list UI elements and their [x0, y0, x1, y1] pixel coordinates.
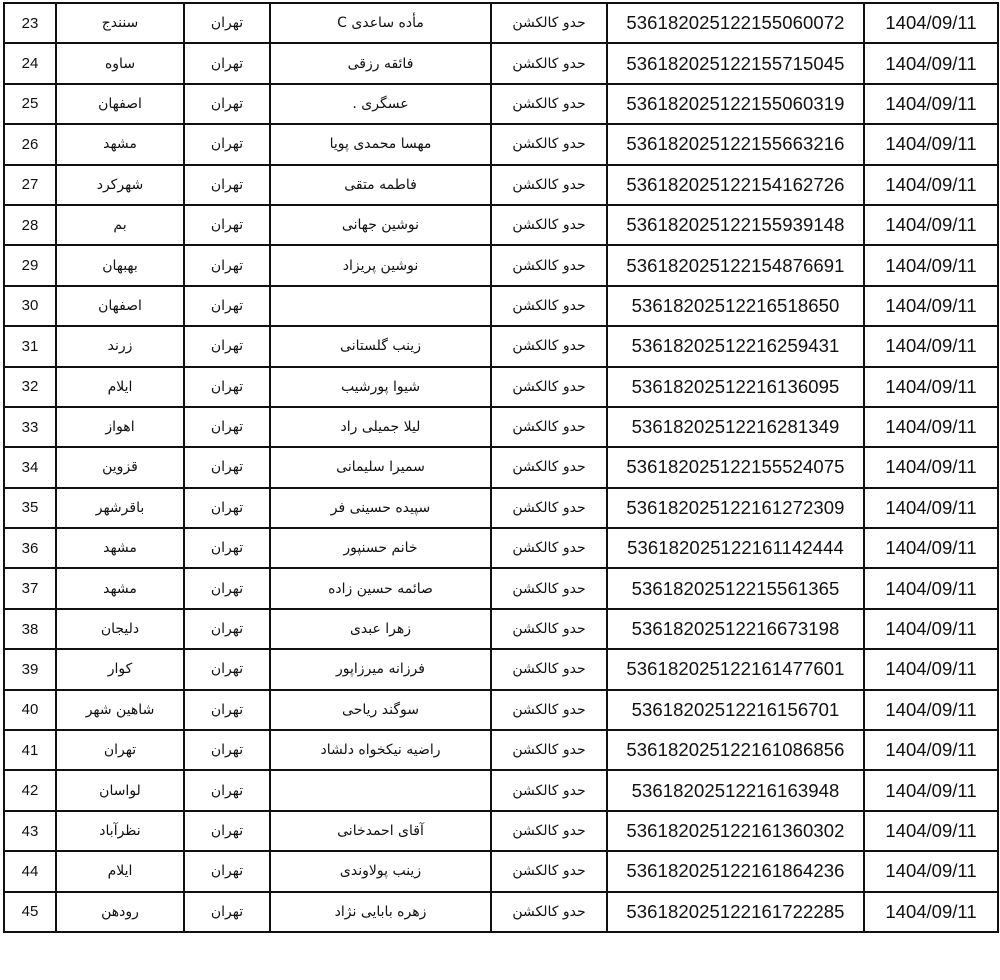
date-cell: 1404/09/11	[864, 326, 998, 366]
date-cell: 1404/09/11	[864, 124, 998, 164]
date-cell: 1404/09/11	[864, 205, 998, 245]
recipient-name-cell: شیوا پورشیب	[270, 367, 491, 407]
date-cell: 1404/09/11	[864, 528, 998, 568]
recipient-name-cell: فائقه رزقی	[270, 43, 491, 83]
origin-city-cell: تهران	[184, 124, 270, 164]
recipient-name-cell: لیلا جمیلی راد	[270, 407, 491, 447]
destination-city-cell: شاهین شهر	[56, 690, 184, 730]
row-number-cell: 23	[4, 3, 56, 43]
table-row	[4, 326, 998, 366]
recipient-name-cell: نوشین پریزاد	[270, 245, 491, 285]
tracking-code-cell: 536182025122154162726	[607, 165, 864, 205]
date-cell: 1404/09/11	[864, 84, 998, 124]
tracking-code-cell: 536182025122161477601	[607, 649, 864, 689]
destination-city-cell: رودهن	[56, 892, 184, 932]
origin-city-cell: تهران	[184, 568, 270, 608]
date-cell: 1404/09/11	[864, 245, 998, 285]
table-row	[4, 568, 998, 608]
row-number-cell: 24	[4, 43, 56, 83]
destination-city-cell: ایلام	[56, 367, 184, 407]
row-number-cell: 29	[4, 245, 56, 285]
origin-city-cell: تهران	[184, 286, 270, 326]
destination-city-cell: مشهد	[56, 124, 184, 164]
destination-city-cell: اصفهان	[56, 286, 184, 326]
service-type-cell: حدو کالکشن	[491, 892, 607, 932]
origin-city-cell: تهران	[184, 84, 270, 124]
service-type-cell: حدو کالکشن	[491, 649, 607, 689]
service-type-cell: حدو کالکشن	[491, 488, 607, 528]
table-row	[4, 730, 998, 770]
row-number-cell: 37	[4, 568, 56, 608]
service-type-cell: حدو کالکشن	[491, 205, 607, 245]
row-number-cell: 31	[4, 326, 56, 366]
origin-city-cell: تهران	[184, 609, 270, 649]
recipient-name-cell: سپیده حسینی فر	[270, 488, 491, 528]
service-type-cell: حدو کالکشن	[491, 447, 607, 487]
origin-city-cell: تهران	[184, 811, 270, 851]
destination-city-cell: تهران	[56, 730, 184, 770]
tracking-code-cell: 53618202512216518650	[607, 286, 864, 326]
destination-city-cell: شهرکرد	[56, 165, 184, 205]
table-row	[4, 770, 998, 810]
service-type-cell: حدو کالکشن	[491, 528, 607, 568]
service-type-cell: حدو کالکشن	[491, 690, 607, 730]
service-type-cell: حدو کالکشن	[491, 3, 607, 43]
destination-city-cell: بم	[56, 205, 184, 245]
row-number-cell: 32	[4, 367, 56, 407]
destination-city-cell: باقرشهر	[56, 488, 184, 528]
row-number-cell: 39	[4, 649, 56, 689]
destination-city-cell: مشهد	[56, 568, 184, 608]
tracking-code-cell: 536182025122161272309	[607, 488, 864, 528]
origin-city-cell: تهران	[184, 407, 270, 447]
date-cell: 1404/09/11	[864, 3, 998, 43]
destination-city-cell: بهبهان	[56, 245, 184, 285]
recipient-name-cell: زهره بابایی نژاد	[270, 892, 491, 932]
destination-city-cell: سنندج	[56, 3, 184, 43]
table-row	[4, 447, 998, 487]
recipient-name-cell: مأده ساعدی C	[270, 3, 491, 43]
table-row	[4, 690, 998, 730]
service-type-cell: حدو کالکشن	[491, 730, 607, 770]
row-number-cell: 26	[4, 124, 56, 164]
table-row	[4, 851, 998, 891]
recipient-name-cell: آقای احمدخانی	[270, 811, 491, 851]
row-number-cell: 28	[4, 205, 56, 245]
destination-city-cell: ایلام	[56, 851, 184, 891]
row-number-cell: 38	[4, 609, 56, 649]
destination-city-cell: نظرآباد	[56, 811, 184, 851]
service-type-cell: حدو کالکشن	[491, 770, 607, 810]
destination-city-cell: لواسان	[56, 770, 184, 810]
tracking-code-cell: 536182025122161360302	[607, 811, 864, 851]
tracking-code-cell: 536182025122161086856	[607, 730, 864, 770]
destination-city-cell: اصفهان	[56, 84, 184, 124]
origin-city-cell: تهران	[184, 892, 270, 932]
date-cell: 1404/09/11	[864, 770, 998, 810]
service-type-cell: حدو کالکشن	[491, 367, 607, 407]
origin-city-cell: تهران	[184, 528, 270, 568]
date-cell: 1404/09/11	[864, 811, 998, 851]
recipient-name-cell: زهرا عبدی	[270, 609, 491, 649]
service-type-cell: حدو کالکشن	[491, 851, 607, 891]
origin-city-cell: تهران	[184, 367, 270, 407]
tracking-code-cell: 536182025122155939148	[607, 205, 864, 245]
table-row	[4, 528, 998, 568]
tracking-code-cell: 53618202512215561365	[607, 568, 864, 608]
table-row	[4, 649, 998, 689]
recipient-name-cell: صائمه حسین زاده	[270, 568, 491, 608]
origin-city-cell: تهران	[184, 770, 270, 810]
tracking-code-cell: 53618202512216136095	[607, 367, 864, 407]
date-cell: 1404/09/11	[864, 43, 998, 83]
tracking-code-cell: 53618202512216156701	[607, 690, 864, 730]
date-cell: 1404/09/11	[864, 649, 998, 689]
tracking-code-cell: 536182025122155715045	[607, 43, 864, 83]
date-cell: 1404/09/11	[864, 730, 998, 770]
tracking-code-cell: 53618202512216673198	[607, 609, 864, 649]
service-type-cell: حدو کالکشن	[491, 407, 607, 447]
recipient-name-cell: فاطمه متقی	[270, 165, 491, 205]
table-row	[4, 84, 998, 124]
tracking-code-cell: 53618202512216259431	[607, 326, 864, 366]
row-number-cell: 27	[4, 165, 56, 205]
row-number-cell: 40	[4, 690, 56, 730]
recipient-name-cell: فرزانه میرزاپور	[270, 649, 491, 689]
service-type-cell: حدو کالکشن	[491, 165, 607, 205]
date-cell: 1404/09/11	[864, 892, 998, 932]
origin-city-cell: تهران	[184, 851, 270, 891]
service-type-cell: حدو کالکشن	[491, 811, 607, 851]
tracking-code-cell: 536182025122154876691	[607, 245, 864, 285]
origin-city-cell: تهران	[184, 3, 270, 43]
table-row	[4, 488, 998, 528]
origin-city-cell: تهران	[184, 447, 270, 487]
table-row	[4, 165, 998, 205]
recipient-name-cell: عسگری .	[270, 84, 491, 124]
row-number-cell: 35	[4, 488, 56, 528]
table-row	[4, 205, 998, 245]
row-number-cell: 33	[4, 407, 56, 447]
table-row	[4, 286, 998, 326]
date-cell: 1404/09/11	[864, 488, 998, 528]
origin-city-cell: تهران	[184, 43, 270, 83]
date-cell: 1404/09/11	[864, 690, 998, 730]
date-cell: 1404/09/11	[864, 407, 998, 447]
recipient-name-cell: سمیرا سلیمانی	[270, 447, 491, 487]
service-type-cell: حدو کالکشن	[491, 245, 607, 285]
destination-city-cell: ساوه	[56, 43, 184, 83]
tracking-code-cell: 536182025122161864236	[607, 851, 864, 891]
recipient-name-cell: مهسا محمدی پویا	[270, 124, 491, 164]
destination-city-cell: مشهد	[56, 528, 184, 568]
origin-city-cell: تهران	[184, 690, 270, 730]
origin-city-cell: تهران	[184, 165, 270, 205]
destination-city-cell: کوار	[56, 649, 184, 689]
origin-city-cell: تهران	[184, 326, 270, 366]
row-number-cell: 44	[4, 851, 56, 891]
origin-city-cell: تهران	[184, 245, 270, 285]
date-cell: 1404/09/11	[864, 851, 998, 891]
recipient-name-cell: راضیه نیکخواه دلشاد	[270, 730, 491, 770]
date-cell: 1404/09/11	[864, 609, 998, 649]
table-row	[4, 3, 998, 43]
origin-city-cell: تهران	[184, 205, 270, 245]
tracking-code-cell: 536182025122161722285	[607, 892, 864, 932]
tracking-code-cell: 53618202512216281349	[607, 407, 864, 447]
recipient-name-cell: زینب گلستانی	[270, 326, 491, 366]
tracking-code-cell: 536182025122155663216	[607, 124, 864, 164]
service-type-cell: حدو کالکشن	[491, 84, 607, 124]
tracking-code-cell: 536182025122161142444	[607, 528, 864, 568]
date-cell: 1404/09/11	[864, 367, 998, 407]
destination-city-cell: دلیجان	[56, 609, 184, 649]
row-number-cell: 25	[4, 84, 56, 124]
table-row	[4, 892, 998, 932]
row-number-cell: 45	[4, 892, 56, 932]
table-row	[4, 245, 998, 285]
service-type-cell: حدو کالکشن	[491, 43, 607, 83]
tracking-code-cell: 536182025122155524075	[607, 447, 864, 487]
recipient-name-cell	[270, 770, 491, 810]
service-type-cell: حدو کالکشن	[491, 609, 607, 649]
service-type-cell: حدو کالکشن	[491, 124, 607, 164]
recipient-name-cell: سوگند ریاحی	[270, 690, 491, 730]
row-number-cell: 30	[4, 286, 56, 326]
tracking-code-cell: 536182025122155060319	[607, 84, 864, 124]
row-number-cell: 41	[4, 730, 56, 770]
destination-city-cell: زرند	[56, 326, 184, 366]
table-row	[4, 124, 998, 164]
shipment-table	[3, 2, 999, 933]
table-row	[4, 43, 998, 83]
recipient-name-cell	[270, 286, 491, 326]
table-row	[4, 407, 998, 447]
table-row	[4, 609, 998, 649]
table-row	[4, 811, 998, 851]
service-type-cell: حدو کالکشن	[491, 326, 607, 366]
destination-city-cell: قزوین	[56, 447, 184, 487]
service-type-cell: حدو کالکشن	[491, 568, 607, 608]
date-cell: 1404/09/11	[864, 447, 998, 487]
recipient-name-cell: نوشین جهانی	[270, 205, 491, 245]
table-row	[4, 367, 998, 407]
tracking-code-cell: 536182025122155060072	[607, 3, 864, 43]
tracking-code-cell: 53618202512216163948	[607, 770, 864, 810]
origin-city-cell: تهران	[184, 488, 270, 528]
date-cell: 1404/09/11	[864, 165, 998, 205]
date-cell: 1404/09/11	[864, 568, 998, 608]
row-number-cell: 43	[4, 811, 56, 851]
recipient-name-cell: خانم حسنپور	[270, 528, 491, 568]
recipient-name-cell: زینب پولاوندی	[270, 851, 491, 891]
row-number-cell: 34	[4, 447, 56, 487]
origin-city-cell: تهران	[184, 649, 270, 689]
row-number-cell: 36	[4, 528, 56, 568]
origin-city-cell: تهران	[184, 730, 270, 770]
date-cell: 1404/09/11	[864, 286, 998, 326]
destination-city-cell: اهواز	[56, 407, 184, 447]
row-number-cell: 42	[4, 770, 56, 810]
service-type-cell: حدو کالکشن	[491, 286, 607, 326]
